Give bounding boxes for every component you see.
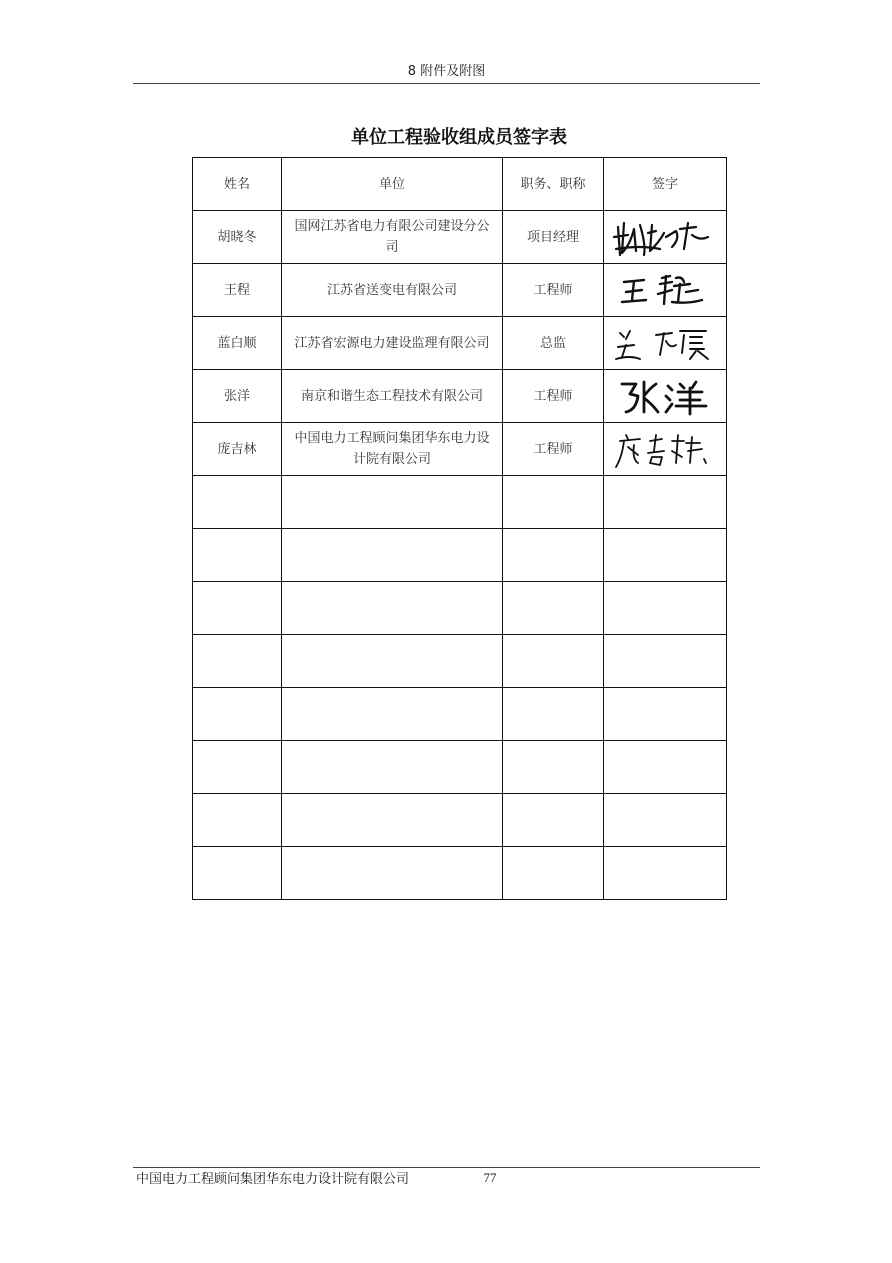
- member-signature: [604, 476, 727, 529]
- handwritten-signature: [604, 317, 727, 370]
- member-unit: 南京和谐生态工程技术有限公司: [282, 370, 503, 423]
- member-unit: [282, 741, 503, 794]
- member-unit: [282, 582, 503, 635]
- page-number: 77: [483, 1170, 497, 1185]
- table-row: [193, 264, 727, 317]
- member-signature: [604, 529, 727, 582]
- member-position: [503, 741, 604, 794]
- member-unit: 国网江苏省电力有限公司建设分公司: [282, 211, 503, 264]
- member-position: [503, 688, 604, 741]
- member-unit: 中国电力工程顾问集团华东电力设计院有限公司: [282, 423, 503, 476]
- member-name: [193, 476, 282, 529]
- member-unit: [282, 635, 503, 688]
- member-signature: [604, 688, 727, 741]
- member-name: 庞吉林: [193, 423, 282, 476]
- member-name: 王程: [193, 264, 282, 317]
- table-row: [193, 741, 727, 794]
- member-position: 项目经理: [503, 211, 604, 264]
- member-unit: 江苏省宏源电力建设监理有限公司: [282, 317, 503, 370]
- column-header-position: 职务、职称: [503, 158, 604, 211]
- member-name: 胡晓冬: [193, 211, 282, 264]
- table-row: [193, 794, 727, 847]
- header-divider: [133, 83, 760, 84]
- table-row: [193, 317, 727, 370]
- member-unit: [282, 688, 503, 741]
- table-row: [193, 847, 727, 900]
- member-unit: [282, 794, 503, 847]
- footer-company-name: 中国电力工程顾问集团华东电力设计院有限公司: [136, 1172, 410, 1187]
- table-row: [193, 423, 727, 476]
- column-header-unit: 单位: [282, 158, 503, 211]
- member-name: [193, 741, 282, 794]
- member-name: [193, 847, 282, 900]
- handwritten-signature: [604, 211, 727, 264]
- member-signature: [604, 582, 727, 635]
- member-position: [503, 582, 604, 635]
- member-name: [193, 529, 282, 582]
- member-name: [193, 794, 282, 847]
- member-position: 工程师: [503, 423, 604, 476]
- handwritten-signature: [604, 423, 727, 476]
- member-unit: 江苏省送变电有限公司: [282, 264, 503, 317]
- member-signature: [604, 794, 727, 847]
- member-name: [193, 688, 282, 741]
- member-name: [193, 582, 282, 635]
- running-header: 8 附件及附图: [407, 64, 486, 79]
- table-row: [193, 529, 727, 582]
- member-position: [503, 476, 604, 529]
- table-row: [193, 370, 727, 423]
- member-name: [193, 635, 282, 688]
- column-header-name: 姓名: [193, 158, 282, 211]
- member-position: 工程师: [503, 370, 604, 423]
- member-signature: [604, 847, 727, 900]
- handwritten-signature: [604, 370, 727, 423]
- member-unit: [282, 476, 503, 529]
- member-position: 总监: [503, 317, 604, 370]
- column-header-signature: 签字: [604, 158, 727, 211]
- document-title: 单位工程验收组成员签字表: [351, 127, 567, 148]
- table-row: [193, 211, 727, 264]
- member-position: [503, 847, 604, 900]
- handwritten-signature: [604, 264, 727, 317]
- member-position: [503, 794, 604, 847]
- member-position: [503, 635, 604, 688]
- member-position: [503, 529, 604, 582]
- member-signature: [604, 635, 727, 688]
- member-position: 工程师: [503, 264, 604, 317]
- member-unit: [282, 847, 503, 900]
- member-unit: [282, 529, 503, 582]
- table-row: [193, 476, 727, 529]
- member-name: 张洋: [193, 370, 282, 423]
- signature-table: [192, 157, 727, 900]
- table-row: [193, 635, 727, 688]
- member-name: 蓝白顺: [193, 317, 282, 370]
- table-header-row: [193, 158, 727, 211]
- footer-divider: [133, 1167, 760, 1168]
- table-row: [193, 582, 727, 635]
- member-signature: [604, 741, 727, 794]
- table-row: [193, 688, 727, 741]
